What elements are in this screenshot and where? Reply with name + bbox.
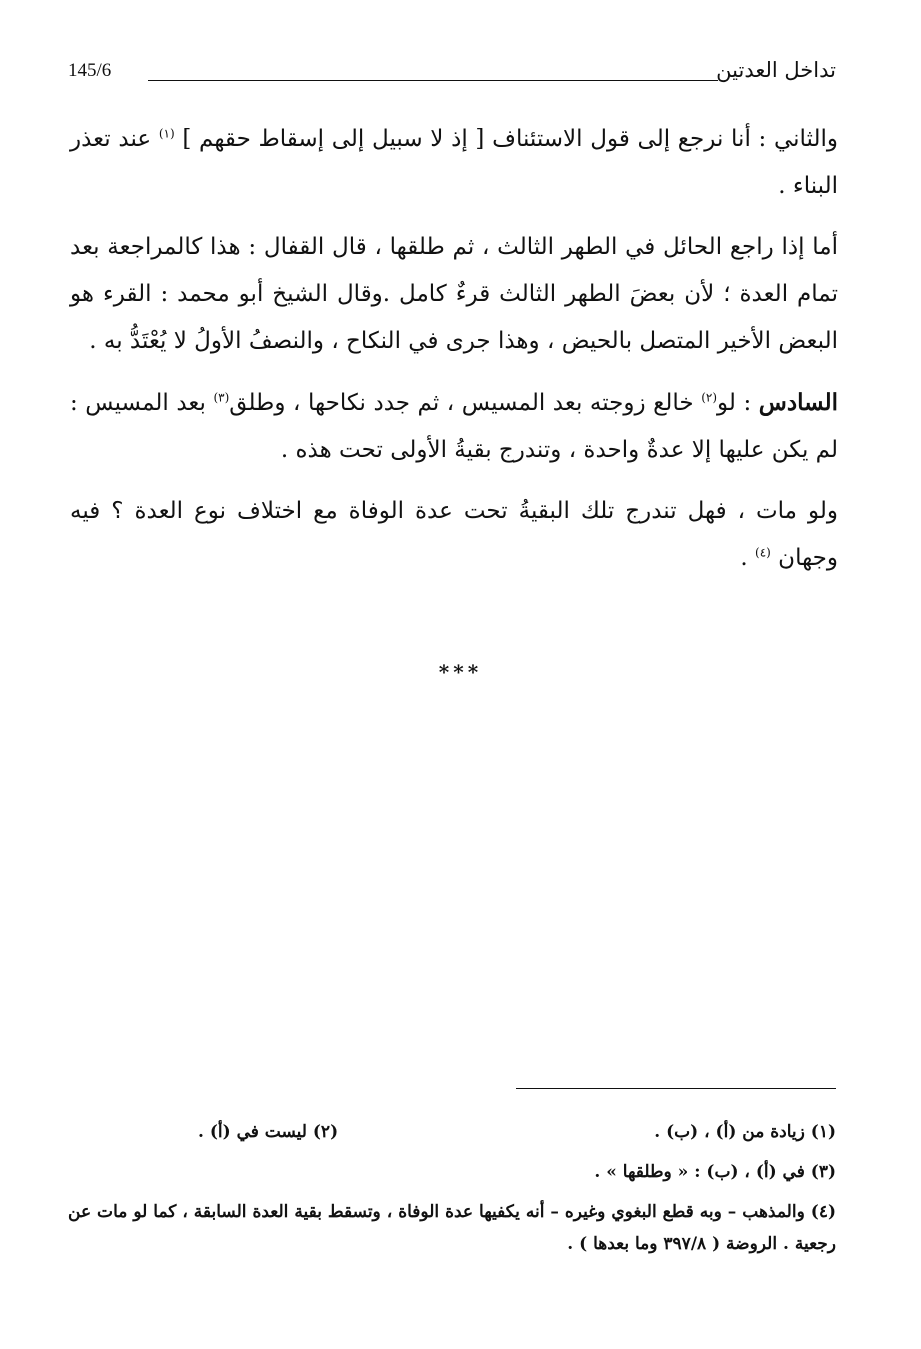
paragraph-4	[70, 488, 838, 582]
footnote-ref-2: (٢)	[701, 390, 718, 405]
section-separator: ***	[438, 660, 483, 684]
footnote-ref-4: (٤)	[755, 545, 771, 560]
footnote-1: (١) زيادة من (أ) ، (ب) .	[654, 1122, 836, 1142]
paragraph-3	[70, 379, 838, 474]
paragraph-3-text-2: بعد المسيس : لم يكن عليها إلا عدةٌ واحدة ، وتندرج بقيةُ الأولى تحت هذه .	[70, 390, 838, 463]
footnote-ref-1: (١)	[158, 126, 175, 141]
footnote-ref-3: (٣)	[213, 390, 230, 405]
main-text	[70, 116, 838, 596]
heading-separator: :	[743, 390, 752, 416]
paragraph-3-word: لو	[717, 390, 736, 416]
footnote-3: (٣) في (أ) ، (ب) : « وطلقها » .	[594, 1162, 836, 1182]
page-number: 145/6	[68, 60, 112, 81]
footnotes	[68, 1116, 836, 1260]
footnote-4: (٤) والمذهب – وبه قطع البغوي وغيره – أنه يكفيها عدة الوفاة ، وتسقط بقية العدة السابقة ، كما لو مات عن رجعية . الروضة ( ٣٩٧/٨ وما بعدها ) .	[68, 1202, 836, 1254]
section-heading-sixth: السادس	[758, 389, 838, 416]
paragraph-1-text: والثاني : أنا نرجع إلى قول الاستئناف [ إذ لا سبيل إلى إسقاط حقهم ]	[182, 126, 839, 152]
paragraph-4-text: ولو مات ، فهل تندرج تلك البقيةُ تحت عدة الوفاة مع اختلاف نوع العدة ؟ فيه وجهان	[70, 498, 838, 571]
paragraph-1	[70, 116, 838, 210]
paragraph-3-text-1: خالع زوجته بعد المسيس ، ثم جدد نكاحها ، وطلق	[229, 390, 694, 416]
footnote-2: (٢) ليست في (أ) .	[198, 1122, 339, 1142]
header-rule	[148, 80, 718, 81]
running-header	[68, 58, 836, 92]
footnote-rule	[516, 1088, 836, 1089]
chapter-title: تداخل العدتين	[716, 58, 836, 82]
paragraph-2: أما إذا راجع الحائل في الطهر الثالث ، ثم طلقها ، قال القفال : هذا كالمراجعة بعد تمام العدة ؛ لأن بعضَ الطهر الثالث قرءٌ كامل .وقال الشيخ أبو محمد : القرء هو البعض الأخير المتصل بالحيض ، وهذا جرى في النكاح ، والنصفُ الأولُ لا يُعْتَدُّ به .	[70, 234, 838, 354]
footnote-row-1	[68, 1116, 836, 1148]
paragraph-4-tail: .	[740, 545, 748, 571]
paragraph-1-tail: عند تعذر البناء .	[70, 126, 838, 199]
